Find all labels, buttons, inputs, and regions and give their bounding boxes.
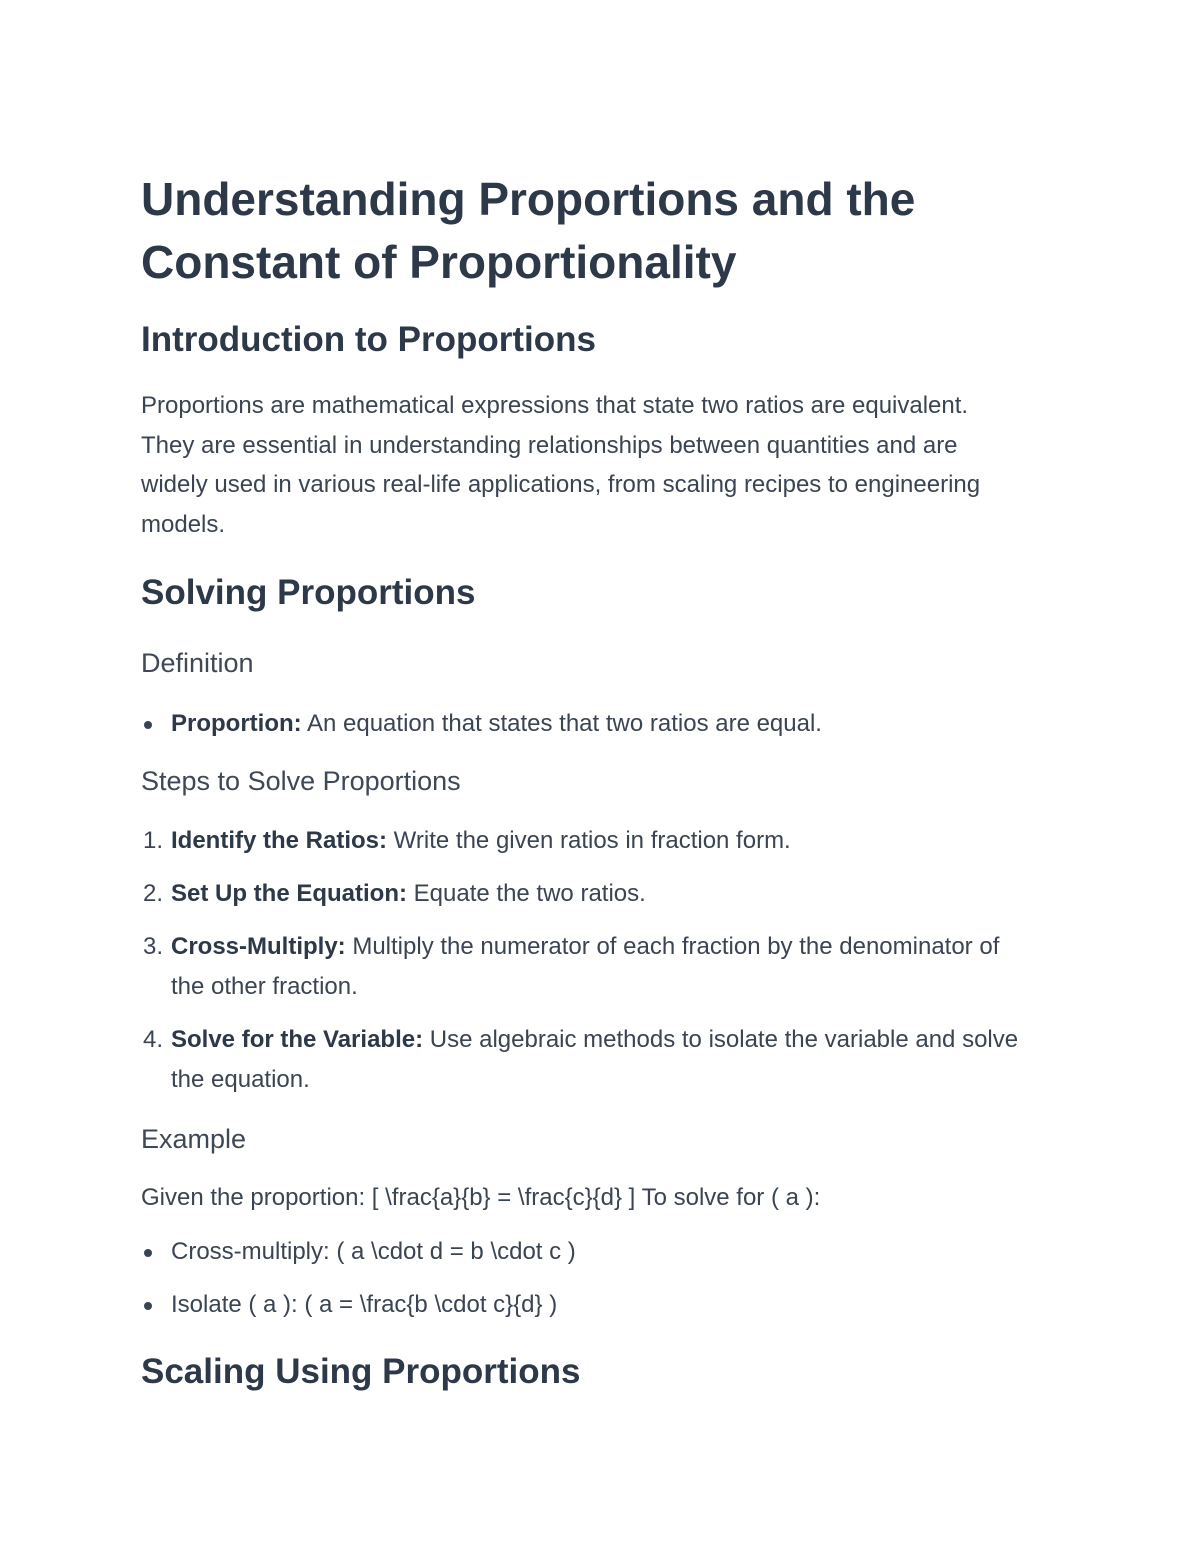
- step-number: 3.: [143, 933, 164, 960]
- example-paragraph: Given the proportion: [ \frac{a}{b} = \frac{c}{d} ] To solve for ( a ):: [141, 1184, 821, 1211]
- page-title: Understanding Proportions and the Constant of Proportionality: [141, 173, 916, 288]
- intro-heading: Introduction to Proportions: [141, 320, 596, 359]
- steps-heading: Steps to Solve Proportions: [141, 766, 461, 796]
- step-term: Set Up the Equation:: [171, 880, 407, 907]
- bullet-icon: [144, 1302, 152, 1310]
- definition-term: Proportion:: [171, 710, 302, 737]
- step-text: Write the given ratios in fraction form.: [387, 827, 791, 854]
- definition-heading: Definition: [141, 648, 254, 678]
- step-term: Identify the Ratios:: [171, 827, 388, 854]
- step-term: Solve for the Variable:: [171, 1026, 424, 1053]
- example-item-text: Isolate ( a ): ( a = \frac{b \cdot c}{d} ): [171, 1291, 558, 1318]
- solving-heading: Solving Proportions: [141, 573, 476, 612]
- example-item-text: Cross-multiply: ( a \cdot d = b \cdot c ): [171, 1238, 576, 1265]
- scaling-heading: Scaling Using Proportions: [141, 1352, 581, 1391]
- bullet-icon: [144, 1249, 152, 1257]
- step-number: 4.: [143, 1026, 164, 1053]
- step-text: Equate the two ratios.: [407, 880, 646, 907]
- definition-text: An equation that states that two ratios are equal.: [301, 710, 822, 737]
- example-heading: Example: [141, 1124, 247, 1154]
- bullet-icon: [144, 721, 152, 729]
- step-number: 1.: [143, 827, 164, 854]
- step-text: Use algebraic methods to isolate the variable and solve the equation.: [171, 1026, 1019, 1093]
- intro-paragraph: Proportions are mathematical expressions that state two ratios are equivalent. They are essential in understanding relationships between quantities and are widely used in various real-life applications, from scaling recipes to engineering models.: [141, 392, 981, 538]
- step-text: Multiply the numerator of each fraction by the denominator of the other fraction.: [171, 933, 1000, 1000]
- step-term: Cross-Multiply:: [171, 933, 346, 960]
- step-number: 2.: [143, 880, 164, 907]
